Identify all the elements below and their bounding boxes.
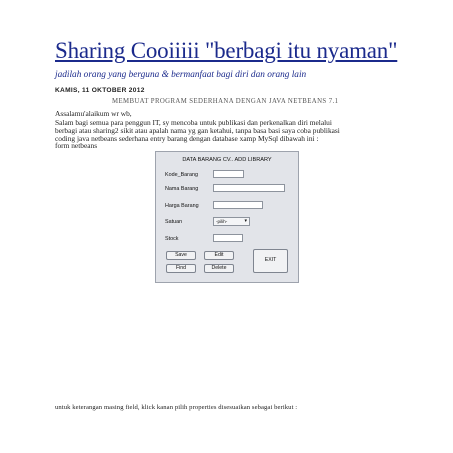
find-button[interactable]: Find	[166, 264, 196, 273]
nama-barang-label: Nama Barang	[165, 186, 199, 192]
post-paragraph-line: Assalamu'alaikum wr wb,	[55, 109, 132, 118]
blog-tagline: jadilah orang yang berguna & bermanfaat bagi diri dan orang lain	[55, 70, 307, 80]
post-paragraph-line: Salam bagi semua para penggun IT, sy mencoba untuk publikasi dan perkenalkan diri melalui	[55, 118, 332, 127]
post-title: MEMBUAT PROGRAM SEDERHANA DENGAN JAVA NETBEANS 7.1	[112, 98, 339, 105]
kode-barang-label: Kode_Barang	[165, 172, 198, 178]
harga-barang-field[interactable]	[213, 201, 263, 209]
post-date: KAMIS, 11 OKTOBER 2012	[55, 87, 145, 94]
stock-field[interactable]	[213, 234, 243, 242]
edit-button[interactable]: Edit	[204, 251, 234, 260]
nama-barang-field[interactable]	[213, 184, 285, 192]
satuan-selected-value: -pilih-	[216, 219, 228, 224]
harga-barang-label: Harga Barang	[165, 203, 199, 209]
netbeans-form-window	[155, 151, 299, 283]
exit-button[interactable]: EXIT	[253, 249, 288, 273]
blog-title[interactable]: Sharing Cooiiiii "berbagi itu nyaman"	[55, 38, 398, 63]
chevron-down-icon: ▾	[244, 218, 247, 224]
stock-label: Stock	[165, 236, 179, 242]
form-caption: form netbeans	[55, 141, 98, 150]
save-button[interactable]: Save	[166, 251, 196, 260]
form-header: DATA BARANG CV.. ADD LIBRARY	[182, 157, 272, 163]
delete-button[interactable]: Delete	[204, 264, 234, 273]
post-footer-text: untuk keterangan masing field, klick kanan pilih properties disesuaikan sebagai berikut :	[55, 404, 298, 411]
post-paragraph-line: berbagi atau sharing2 sikit atau apalah nama yg gan ketahui, tanpa basa basi saya coba publikasi	[55, 126, 340, 135]
satuan-select[interactable]	[213, 217, 250, 226]
satuan-label: Satuan	[165, 219, 183, 225]
post-paragraph-line: coding java netbeans sederhana entry barang dengan database xamp MySql dibawah ini :	[55, 134, 319, 143]
kode-barang-field[interactable]	[213, 170, 244, 178]
